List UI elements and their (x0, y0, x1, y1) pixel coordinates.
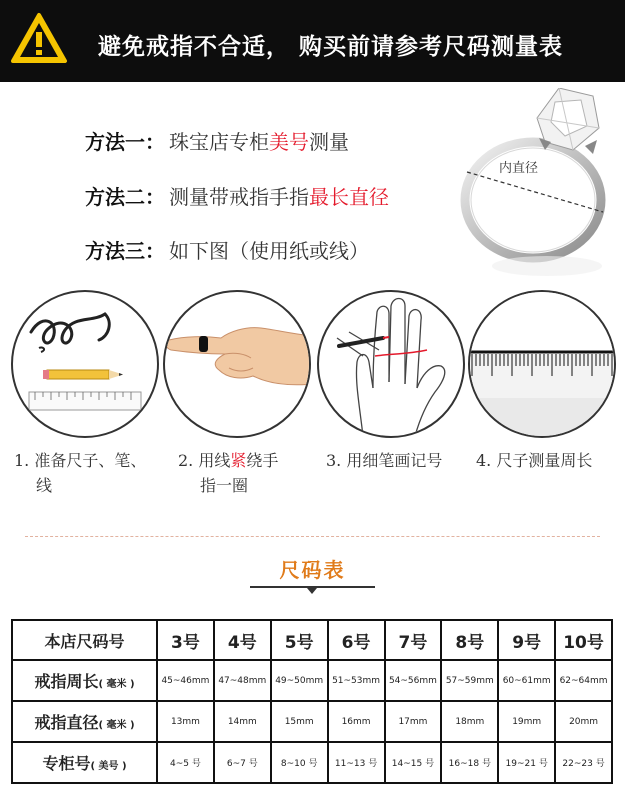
table-cell: 19mm (498, 701, 555, 742)
row-label-unit: ( 美号 ) (90, 761, 127, 772)
step-2-caption-pre: 2. 用线 (178, 451, 231, 470)
row-label-unit: ( 毫米 ) (98, 679, 135, 690)
size-cell: 6号 (328, 620, 385, 660)
size-cell: 3号 (157, 620, 214, 660)
method-2-text: 测量带戒指手指 (169, 185, 309, 209)
step-1-caption (14, 448, 146, 498)
table-cell: 22~23 号 (555, 742, 612, 783)
method-3-label: 方法三： (85, 239, 165, 263)
table-cell: 16~18 号 (441, 742, 498, 783)
size-cell: 8号 (441, 620, 498, 660)
table-row-diameter (12, 701, 612, 742)
table-cell: 16mm (328, 701, 385, 742)
step-1-image (11, 290, 159, 438)
row-label-text: 专柜号 (42, 754, 91, 773)
table-cell: 47~48mm (214, 660, 271, 701)
banner-title: 避免戒指不合适， 购买前请参考尺码测量表 (98, 34, 564, 60)
step-4-image (468, 290, 616, 438)
step-4-caption: 4. 尺子测量周长 (476, 451, 593, 470)
step-2-caption-red: 紧 (230, 451, 247, 470)
row-label (12, 660, 157, 701)
table-row-circumference (12, 660, 612, 701)
step-2-caption-line2: 指一圈 (200, 476, 249, 495)
method-3-text: 如下图（使用纸或线） (169, 239, 369, 263)
size-cell: 4号 (214, 620, 271, 660)
table-cell: 4~5 号 (157, 742, 214, 783)
table-cell: 11~13 号 (328, 742, 385, 783)
method-1-highlight: 美号 (269, 130, 309, 154)
size-cell: 10号 (555, 620, 612, 660)
table-cell: 13mm (157, 701, 214, 742)
warning-icon (10, 12, 68, 64)
table-cell: 49~50mm (271, 660, 328, 701)
ring-illustration (455, 88, 620, 288)
table-header-label: 本店尺码号 (12, 620, 157, 660)
method-2 (85, 181, 389, 210)
method-2-highlight: 最长直径 (309, 185, 389, 209)
table-cell: 20mm (555, 701, 612, 742)
step-3-image (317, 290, 465, 438)
method-1-label: 方法一： (85, 130, 165, 154)
size-cell: 9号 (498, 620, 555, 660)
table-cell: 14~15 号 (385, 742, 442, 783)
ring-label: 内直径 (499, 161, 539, 176)
row-label-text: 戒指周长 (34, 672, 99, 691)
method-1-text: 珠宝店专柜 (169, 130, 269, 154)
row-label-unit: ( 毫米 ) (98, 720, 135, 731)
size-table (11, 619, 613, 784)
table-cell: 57~59mm (441, 660, 498, 701)
method-3 (85, 235, 369, 264)
step-2-image (163, 290, 311, 438)
table-cell: 6~7 号 (214, 742, 271, 783)
step-1-caption-line2: 线 (36, 476, 53, 495)
table-row-counter-size (12, 742, 612, 783)
table-cell: 45~46mm (157, 660, 214, 701)
table-cell: 8~10 号 (271, 742, 328, 783)
section-divider (25, 536, 600, 537)
table-cell: 18mm (441, 701, 498, 742)
table-cell: 15mm (271, 701, 328, 742)
warning-banner (0, 0, 625, 82)
method-1-suffix: 测量 (309, 130, 349, 154)
step-1-caption-line1: 1. 准备尺子、笔、 (14, 451, 147, 470)
step-2-caption-post: 绕手 (246, 451, 279, 470)
size-cell: 7号 (385, 620, 442, 660)
table-cell: 60~61mm (498, 660, 555, 701)
table-header-row (12, 620, 612, 660)
row-label (12, 701, 157, 742)
method-2-label: 方法二： (85, 185, 165, 209)
method-1 (85, 126, 349, 155)
row-label-text: 戒指直径 (34, 713, 99, 732)
table-cell: 62~64mm (555, 660, 612, 701)
table-cell: 19~21 号 (498, 742, 555, 783)
table-cell: 14mm (214, 701, 271, 742)
table-cell: 17mm (385, 701, 442, 742)
size-cell: 5号 (271, 620, 328, 660)
size-table-title: 尺码表 (279, 558, 346, 582)
step-2-caption-line1 (178, 448, 278, 473)
table-cell: 51~53mm (328, 660, 385, 701)
row-label (12, 742, 157, 783)
step-3-caption: 3. 用细笔画记号 (326, 451, 443, 470)
title-arrow (307, 588, 317, 594)
table-cell: 54~56mm (385, 660, 442, 701)
step-2-caption (178, 448, 278, 498)
